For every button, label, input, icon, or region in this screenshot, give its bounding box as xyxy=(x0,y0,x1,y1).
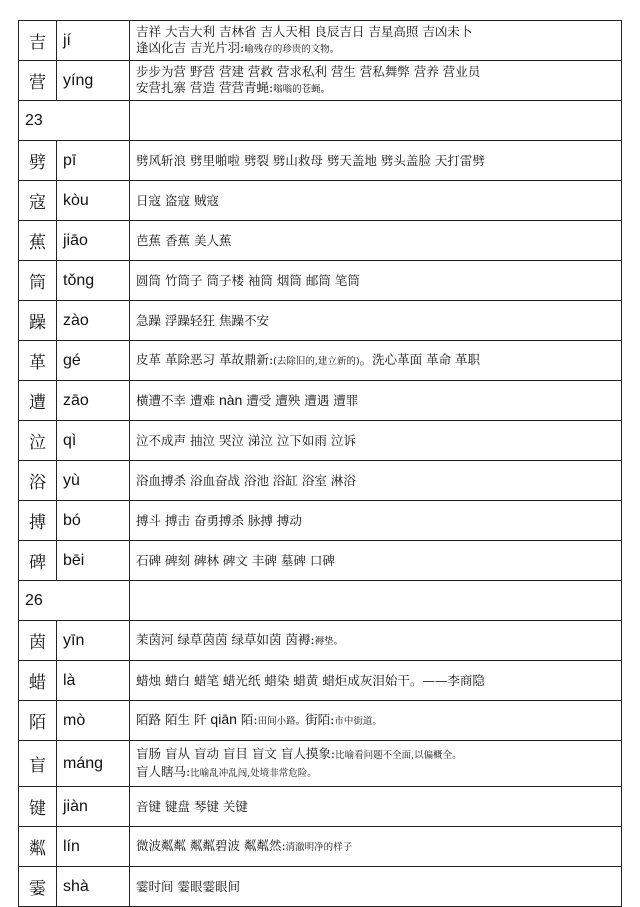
table-row xyxy=(19,341,622,381)
inline-pinyin: qiān xyxy=(210,711,237,727)
pinyin-cell: mò xyxy=(57,701,130,741)
words-text: 安营扎寨 营造 营营青蝇: xyxy=(136,79,274,95)
pinyin-cell: máng xyxy=(57,741,130,787)
table-row xyxy=(19,181,622,221)
words-cell xyxy=(130,221,622,261)
character-cell: 蕉 xyxy=(19,221,57,261)
annotation-note: 喻残存的珍贵的文物。 xyxy=(244,43,340,55)
words-cell xyxy=(130,181,622,221)
empty-cell xyxy=(130,581,622,621)
table-row xyxy=(19,301,622,341)
words-text: 微波粼粼 粼粼碧波 粼粼然: xyxy=(136,837,286,853)
words-line xyxy=(136,879,615,895)
pinyin-cell: bó xyxy=(57,501,130,541)
words-text: 圆筒 竹筒子 筒子楼 袖筒 烟筒 邮筒 笔筒 xyxy=(136,272,360,288)
pinyin-cell: yíng xyxy=(57,61,130,101)
character-cell: 陌 xyxy=(19,701,57,741)
table-row xyxy=(19,21,622,61)
character-cell: 躁 xyxy=(19,301,57,341)
character-cell: 寇 xyxy=(19,181,57,221)
section-number: 23 xyxy=(19,101,130,141)
pinyin-cell: tǒng xyxy=(57,261,130,301)
annotation-note: 市中街道。 xyxy=(334,716,382,727)
character-cell: 营 xyxy=(19,61,57,101)
table-row xyxy=(19,381,622,421)
pinyin-cell: yīn xyxy=(57,621,130,661)
character-cell: 搏 xyxy=(19,501,57,541)
words-line xyxy=(136,273,615,289)
words-cell xyxy=(130,541,622,581)
words-line xyxy=(136,473,615,489)
table-row xyxy=(19,461,622,501)
table-row xyxy=(19,501,622,541)
table-row xyxy=(19,621,622,661)
words-text: 遭受 遭殃 遭遇 遭罪 xyxy=(242,393,359,408)
pinyin-cell: zào xyxy=(57,301,130,341)
words-line xyxy=(136,632,615,650)
words-line xyxy=(136,799,615,815)
words-text: 泣不成声 抽泣 哭泣 涕泣 泣下如雨 泣诉 xyxy=(136,432,356,448)
words-line xyxy=(136,24,615,40)
pinyin-cell: jí xyxy=(57,21,130,61)
pinyin-cell: bēi xyxy=(57,541,130,581)
words-cell xyxy=(130,301,622,341)
words-text: 盲人瞎马: xyxy=(136,763,191,779)
section-row xyxy=(19,581,622,621)
section-number: 26 xyxy=(19,581,130,621)
words-line xyxy=(136,80,615,98)
table-row xyxy=(19,141,622,181)
pinyin-cell: pī xyxy=(57,141,130,181)
words-line xyxy=(136,513,615,529)
words-text: 音键 键盘 琴键 关键 xyxy=(136,798,248,814)
words-line xyxy=(136,433,615,449)
words-cell xyxy=(130,621,622,661)
words-cell xyxy=(130,827,622,867)
table-row xyxy=(19,61,622,101)
character-cell: 盲 xyxy=(19,741,57,787)
character-cell: 浴 xyxy=(19,461,57,501)
words-line xyxy=(136,746,615,764)
words-line xyxy=(136,673,615,689)
words-text: 搏斗 搏击 奋勇搏杀 脉搏 搏动 xyxy=(136,512,302,528)
words-line xyxy=(136,233,615,249)
words-line xyxy=(136,392,615,409)
words-cell xyxy=(130,867,622,907)
character-cell: 蜡 xyxy=(19,661,57,701)
table-row xyxy=(19,261,622,301)
table-row xyxy=(19,661,622,701)
words-line xyxy=(136,193,615,209)
pinyin-cell: jiàn xyxy=(57,787,130,827)
pinyin-cell: jiāo xyxy=(57,221,130,261)
words-text: 逢凶化吉 吉光片羽: xyxy=(136,39,245,55)
character-cell: 劈 xyxy=(19,141,57,181)
words-line xyxy=(136,64,615,80)
words-text: 茉茵河 绿草茵茵 绿草如茵 茵褥: xyxy=(136,631,315,647)
pinyin-cell: qì xyxy=(57,421,130,461)
words-line xyxy=(136,764,615,782)
character-cell: 粼 xyxy=(19,827,57,867)
words-cell xyxy=(130,61,622,101)
annotation-note: (去除旧的,建立新的) xyxy=(273,355,360,367)
table-row xyxy=(19,221,622,261)
words-cell xyxy=(130,421,622,461)
pinyin-cell: zāo xyxy=(57,381,130,421)
vocabulary-table xyxy=(18,20,622,907)
table-row xyxy=(19,701,622,741)
words-text: 步步为营 野营 营建 营救 营求私利 营生 营私舞弊 营养 营业员 xyxy=(136,63,481,79)
pinyin-cell: là xyxy=(57,661,130,701)
words-text: 劈风斩浪 劈里啪啦 劈裂 劈山救母 劈天盖地 劈头盖脸 天打雷劈 xyxy=(136,152,485,168)
words-cell xyxy=(130,381,622,421)
words-cell xyxy=(130,261,622,301)
table-row xyxy=(19,741,622,787)
annotation-note: 嗡嗡的苍蝇。 xyxy=(273,83,331,95)
words-cell xyxy=(130,341,622,381)
words-line xyxy=(136,711,615,730)
words-cell xyxy=(130,701,622,741)
character-cell: 吉 xyxy=(19,21,57,61)
section-row xyxy=(19,101,622,141)
words-text: 浴血搏杀 浴血奋战 浴池 浴缸 浴室 淋浴 xyxy=(136,472,356,488)
empty-cell xyxy=(130,101,622,141)
words-cell xyxy=(130,501,622,541)
words-cell xyxy=(130,787,622,827)
words-text: 盲肠 盲从 盲动 盲目 盲文 盲人摸象: xyxy=(136,745,336,761)
words-cell xyxy=(130,741,622,787)
table-row xyxy=(19,421,622,461)
annotation-note: 褥垫。 xyxy=(314,635,344,647)
annotation-note: 田间小路。 xyxy=(257,716,306,727)
pinyin-cell: yù xyxy=(57,461,130,501)
words-text: 急躁 浮躁轻狂 焦躁不安 xyxy=(136,312,269,328)
words-text: 霎时间 霎眼霎眼间 xyxy=(136,878,240,894)
character-cell: 革 xyxy=(19,341,57,381)
words-text: 蜡烛 蜡白 蜡笔 蜡光纸 蜡染 蜡黄 蜡炬成灰泪始干。——李商隐 xyxy=(136,672,485,688)
table-row xyxy=(19,787,622,827)
character-cell: 霎 xyxy=(19,867,57,907)
words-line xyxy=(136,352,615,370)
words-text: 陌: xyxy=(236,712,258,727)
words-text: 。洗心革面 革命 革职 xyxy=(359,351,481,367)
character-cell: 遭 xyxy=(19,381,57,421)
words-text: 皮革 革除恶习 革故鼎新: xyxy=(136,351,274,367)
words-text: 石碑 碑刻 碑林 碑文 丰碑 墓碑 口碑 xyxy=(136,552,335,568)
words-text: 芭蕉 香蕉 美人蕉 xyxy=(136,232,232,248)
character-cell: 键 xyxy=(19,787,57,827)
words-line xyxy=(136,40,615,58)
pinyin-cell: shà xyxy=(57,867,130,907)
annotation-note: 比喻乱冲乱闯,处境非常危险。 xyxy=(190,767,317,779)
words-cell xyxy=(130,461,622,501)
inline-pinyin: nàn xyxy=(218,392,243,408)
words-line xyxy=(136,838,615,856)
words-line xyxy=(136,313,615,329)
words-text: 吉祥 大吉大利 吉林省 吉人天相 良辰吉日 吉星高照 吉凶未卜 xyxy=(136,23,473,39)
character-cell: 碑 xyxy=(19,541,57,581)
pinyin-cell: gé xyxy=(57,341,130,381)
words-cell xyxy=(130,661,622,701)
words-line xyxy=(136,153,615,169)
table-row xyxy=(19,541,622,581)
table-row xyxy=(19,867,622,907)
words-text: 陌路 陌生 阡 xyxy=(136,712,211,727)
pinyin-cell: kòu xyxy=(57,181,130,221)
table-row xyxy=(19,827,622,867)
words-text: 街陌: xyxy=(305,712,335,727)
words-text: 横遭不幸 遭难 xyxy=(136,393,219,408)
annotation-note: 清澈明净的样子 xyxy=(285,841,353,853)
words-text: 日寇 盗寇 贼寇 xyxy=(136,192,219,208)
pinyin-cell: lín xyxy=(57,827,130,867)
character-cell: 筒 xyxy=(19,261,57,301)
annotation-note: 比喻看问题不全面,以偏概全。 xyxy=(335,749,462,761)
words-line xyxy=(136,553,615,569)
character-cell: 泣 xyxy=(19,421,57,461)
words-cell xyxy=(130,141,622,181)
words-cell xyxy=(130,21,622,61)
character-cell: 茵 xyxy=(19,621,57,661)
